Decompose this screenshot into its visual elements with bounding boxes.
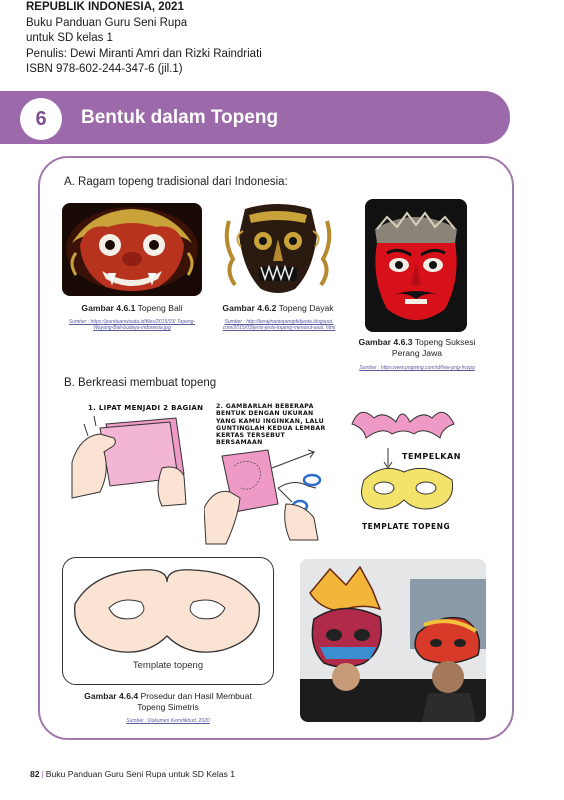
template-topeng-label: Template topeng bbox=[132, 660, 204, 671]
figure-4-6-3-title-1: Topeng Suksesi bbox=[414, 337, 476, 347]
assemble-mask-illustration bbox=[344, 404, 462, 528]
figure-4-6-3-source[interactable]: Sumber : https:www.pngwing.com/id/free-png-hvzpq bbox=[359, 365, 475, 371]
figure-4-6-4-title-2: Topeng Simetris bbox=[137, 702, 199, 712]
step-2-line-4: GUNTINGLAH KEDUA LEMBAR bbox=[216, 424, 326, 432]
book-metadata bbox=[26, 0, 546, 78]
section-a-heading: A. Ragam topeng tradisional dari Indonesia: bbox=[64, 176, 288, 188]
figure-4-6-2-label: Gambar 4.6.2 bbox=[222, 303, 277, 313]
bali-mask-image bbox=[62, 203, 202, 296]
figure-4-6-4-title-1: Prosedur dan Hasil Membuat bbox=[140, 691, 252, 701]
figure-4-6-4-source: Sumber : Dokumen Kemdikbud, 2020 bbox=[126, 718, 210, 724]
chapter-title: Bentuk dalam Topeng bbox=[81, 107, 279, 128]
page-number: 82 bbox=[30, 769, 40, 779]
figure-4-6-3-title-2: Perang Jawa bbox=[391, 348, 443, 358]
step-2-line-3: YANG KAMU INGINKAN, LALU bbox=[216, 417, 324, 425]
figure-4-6-3-label: Gambar 4.6.3 bbox=[358, 337, 413, 347]
grade-line: untuk SD kelas 1 bbox=[26, 32, 113, 45]
step-1-label: 1. LIPAT MENJADI 2 BAGIAN bbox=[88, 404, 204, 412]
template-topeng-handwritten: TEMPLATE TOPENG bbox=[362, 522, 451, 531]
figure-4-6-1-caption bbox=[56, 303, 208, 314]
figure-4-6-1-label: Gambar 4.6.1 bbox=[81, 303, 136, 313]
figure-4-6-4-label: Gambar 4.6.4 bbox=[84, 691, 139, 701]
step-2-line-2: BENTUK DENGAN UKURAN bbox=[216, 410, 314, 418]
tempel-label: TEMPELKAN bbox=[402, 452, 461, 461]
chapter-number: 6 bbox=[20, 98, 62, 140]
figure-4-6-1-title: Topeng Bali bbox=[137, 303, 183, 313]
footer-book-title: Buku Panduan Guru Seni Rupa untuk SD Kelas 1 bbox=[45, 769, 235, 779]
cut-paper-illustration bbox=[204, 448, 334, 548]
step-2-line-5: KERTAS TERSEBUT bbox=[216, 432, 286, 440]
step-2-line-6: BERSAMAAN bbox=[216, 439, 263, 447]
fold-paper-illustration bbox=[66, 412, 196, 512]
page-footer bbox=[30, 769, 235, 779]
footer-separator: | bbox=[41, 769, 44, 779]
suksesi-mask-image bbox=[365, 199, 467, 332]
step-2-line-1: 2. GAMBARLAH BEBERAPA bbox=[216, 403, 314, 410]
figure-4-6-2-source[interactable]: Sumber : http://kerajinantopengdidjenta.blogspot. com/2015/03/jenis-jenis-topeng-menurut-asal. html bbox=[222, 319, 336, 331]
figure-4-6-2-title: Topeng Dayak bbox=[278, 303, 334, 313]
section-b-heading: B. Berkreasi membuat topeng bbox=[64, 377, 217, 389]
children-mask-photo bbox=[300, 559, 486, 722]
figure-4-6-4-caption bbox=[62, 691, 274, 713]
authors-line: Penulis: Dewi Miranti Amri dan Rizki Raindriati bbox=[26, 47, 262, 60]
figure-4-6-1-source[interactable]: Sumber : https://panduanwisata.id/files/2015/03/ Topeng-Wayang-Bali-budaya-indonesia.jpg bbox=[68, 319, 196, 331]
dayak-mask-image bbox=[221, 201, 335, 297]
book-title: Buku Panduan Guru Seni Rupa bbox=[26, 16, 188, 29]
figure-4-6-2-caption bbox=[208, 303, 348, 314]
isbn-line: ISBN 978-602-244-347-6 (jil.1) bbox=[26, 63, 183, 76]
step-2-instructions bbox=[216, 403, 326, 447]
figure-4-6-3-caption bbox=[352, 337, 482, 359]
republic-line: REPUBLIK INDONESIA, 2021 bbox=[26, 1, 184, 13]
